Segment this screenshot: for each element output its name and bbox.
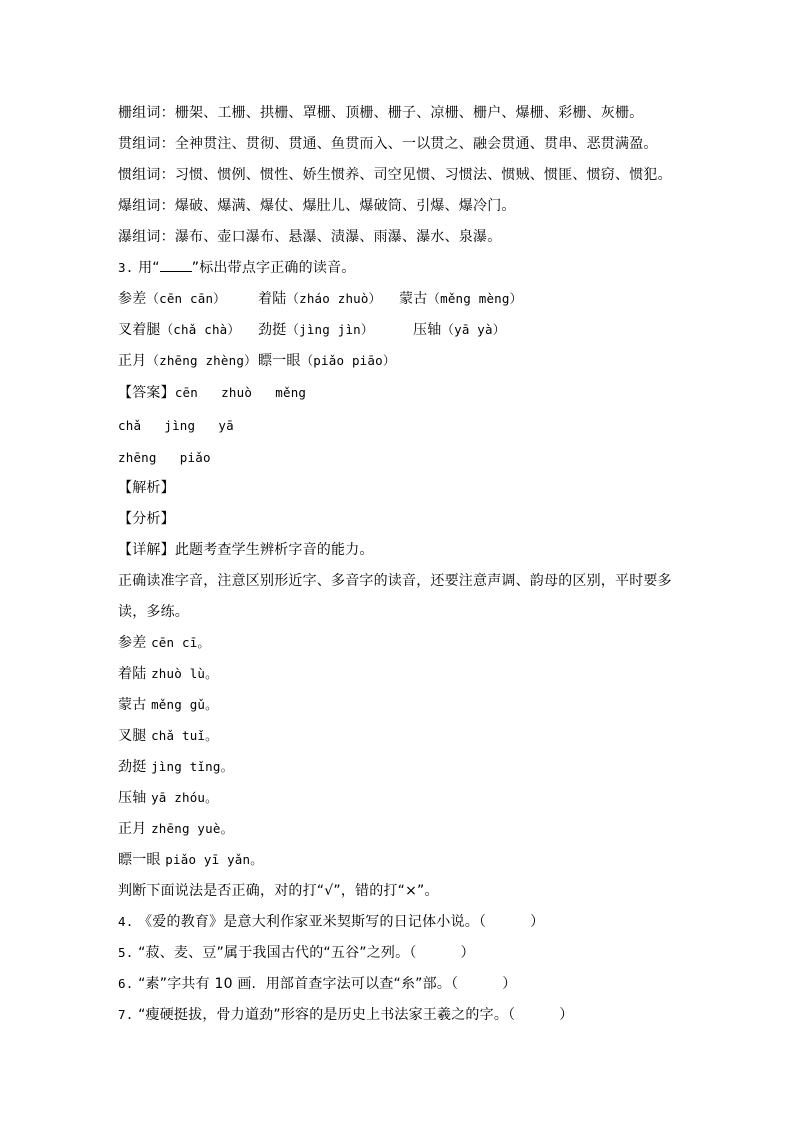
- question-text: 《爱的教育》是意大利作家亚米契斯写的日记体小说。（: [138, 914, 487, 930]
- question-text: “菽、麦、豆”属于我国古代的“五谷”之列。（: [138, 945, 417, 961]
- choice-word: 叉着腿: [118, 322, 161, 338]
- question-prefix: 用“: [138, 260, 160, 276]
- question-number: 4.: [118, 914, 134, 929]
- answer-label: 【答案】: [118, 385, 175, 401]
- detail-paragraph: 正确读准字音，注意区别形近字、多音字的读音，还要注意声调、韵母的区别，平时要多读，多练。: [118, 573, 672, 620]
- detail-word: 参差: [118, 635, 147, 651]
- answer-text: cēn zhuò měng: [174, 385, 307, 400]
- detail-word: 正月: [118, 821, 147, 837]
- vocab-line: [118, 165, 672, 185]
- question-close: ）: [559, 1007, 574, 1023]
- choice-item: [258, 289, 381, 309]
- choice-word: 瞟一眼: [258, 353, 301, 369]
- choice-word: 蒙古: [399, 291, 428, 307]
- answer-text: chǎ jìng yā: [118, 418, 234, 433]
- choice-pinyin: （měng mèng）: [427, 291, 523, 306]
- detail-pinyin: zhēng yuè。: [151, 821, 234, 836]
- detail-intro: [118, 540, 374, 560]
- choice-item: [118, 289, 226, 309]
- choice-item: [118, 320, 240, 340]
- question-close: ）: [530, 914, 545, 930]
- choice-word: 劲挺: [258, 322, 287, 338]
- detail-item: [118, 695, 218, 715]
- question-number: 5.: [118, 945, 134, 960]
- choice-word: 压轴: [413, 322, 442, 338]
- detail-label: 【详解】: [118, 542, 175, 558]
- choice-item: [413, 320, 505, 340]
- detail-intro-text: 此题考查学生辨析字音的能力。: [174, 542, 374, 558]
- choice-item: [399, 289, 522, 309]
- detail-word: 劲挺: [118, 759, 147, 775]
- vocab-label: 惯组词：: [118, 167, 175, 183]
- choice-pinyin: （zháo zhuò）: [286, 291, 382, 306]
- detail-item: [118, 664, 218, 684]
- detail-item: [118, 726, 218, 746]
- question-text: “瘦硬挺拔，骨力道劲”形容的是历史上书法家王羲之的字。（: [138, 1007, 516, 1023]
- judge-instruction: 判断下面说法是否正确，对的打“√”，错的打“×”。: [118, 883, 439, 899]
- detail-item: [118, 819, 233, 839]
- fenxi-label: 【分析】: [118, 511, 175, 527]
- question-3-title: [118, 258, 355, 278]
- question-close: ）: [502, 976, 517, 992]
- vocab-line: [118, 196, 516, 216]
- choice-word: 参差: [118, 291, 147, 307]
- question-suffix: ”标出带点字正确的读音。: [191, 260, 356, 276]
- vocab-text: 栅架、工栅、拱栅、罩栅、顶栅、栅子、凉栅、栅户、爆栅、彩栅、灰栅。: [174, 105, 644, 121]
- detail-item: [118, 850, 263, 870]
- detail-pinyin: měng gǔ。: [151, 697, 218, 712]
- judge-question: [118, 974, 516, 994]
- question-close: ）: [460, 945, 475, 961]
- vocab-line: [118, 134, 658, 154]
- choice-word: 着陆: [258, 291, 287, 307]
- answer-text: zhēng piǎo: [118, 450, 211, 465]
- vocab-text: 全神贯注、贯彻、贯通、鱼贯而入、一以贯之、融会贯通、贯串、恶贯满盈。: [174, 136, 658, 152]
- vocab-text: 习惯、惯例、惯性、娇生惯养、司空见惯、习惯法、惯贼、惯匪、惯窃、惯犯。: [174, 167, 672, 183]
- vocab-label: 瀑组词：: [118, 229, 175, 245]
- detail-pinyin: cēn cī。: [151, 635, 211, 650]
- vocab-text: 瀑布、壶口瀑布、悬瀑、渍瀑、雨瀑、瀑水、泉瀑。: [174, 229, 502, 245]
- choice-pinyin: （zhēng zhèng）: [146, 353, 257, 368]
- choice-item: [118, 351, 257, 371]
- detail-word: 压轴: [118, 790, 147, 806]
- detail-word: 蒙古: [118, 697, 147, 713]
- choice-pinyin: （jìng jìn）: [286, 322, 374, 337]
- detail-word: 叉腿: [118, 728, 147, 744]
- choice-pinyin: （cēn cān）: [146, 291, 226, 306]
- detail-pinyin: jìng tǐng。: [151, 759, 234, 774]
- question-number: 6.: [118, 976, 134, 991]
- detail-pinyin: yā zhóu。: [151, 790, 218, 805]
- question-text: “素”字共有 10 画．用部首查字法可以查“糸”部。（: [138, 976, 459, 992]
- answer-line: [118, 383, 306, 403]
- choice-pinyin: （chǎ chà）: [160, 322, 241, 337]
- detail-item: [118, 633, 210, 653]
- choice-word: 正月: [118, 353, 147, 369]
- analysis-label: 【解析】: [118, 480, 175, 496]
- detail-word: 瞟一眼: [118, 852, 161, 868]
- choice-item: [258, 351, 396, 371]
- vocab-label: 爆组词：: [118, 198, 175, 214]
- vocab-label: 贯组词：: [118, 136, 175, 152]
- detail-item: [118, 757, 233, 777]
- judge-question: [118, 943, 475, 963]
- vocab-line: [118, 103, 643, 123]
- choice-item: [258, 320, 374, 340]
- vocab-label: 栅组词：: [118, 105, 175, 121]
- vocab-line: [118, 227, 501, 247]
- judge-question: [118, 1005, 573, 1025]
- detail-pinyin: chǎ tuǐ。: [151, 728, 218, 743]
- question-number: 7.: [118, 1007, 134, 1022]
- choice-pinyin: （yā yà）: [441, 322, 506, 337]
- detail-item: [118, 788, 218, 808]
- vocab-text: 爆破、爆满、爆仗、爆肚儿、爆破筒、引爆、爆冷门。: [174, 198, 516, 214]
- detail-word: 着陆: [118, 666, 147, 682]
- choice-pinyin: （piǎo piāo）: [300, 353, 396, 368]
- underline-mark: [160, 258, 192, 272]
- detail-pinyin: piǎo yī yǎn。: [165, 852, 263, 867]
- judge-question: [118, 912, 544, 932]
- detail-pinyin: zhuò lù。: [151, 666, 218, 681]
- question-number: 3.: [118, 260, 134, 275]
